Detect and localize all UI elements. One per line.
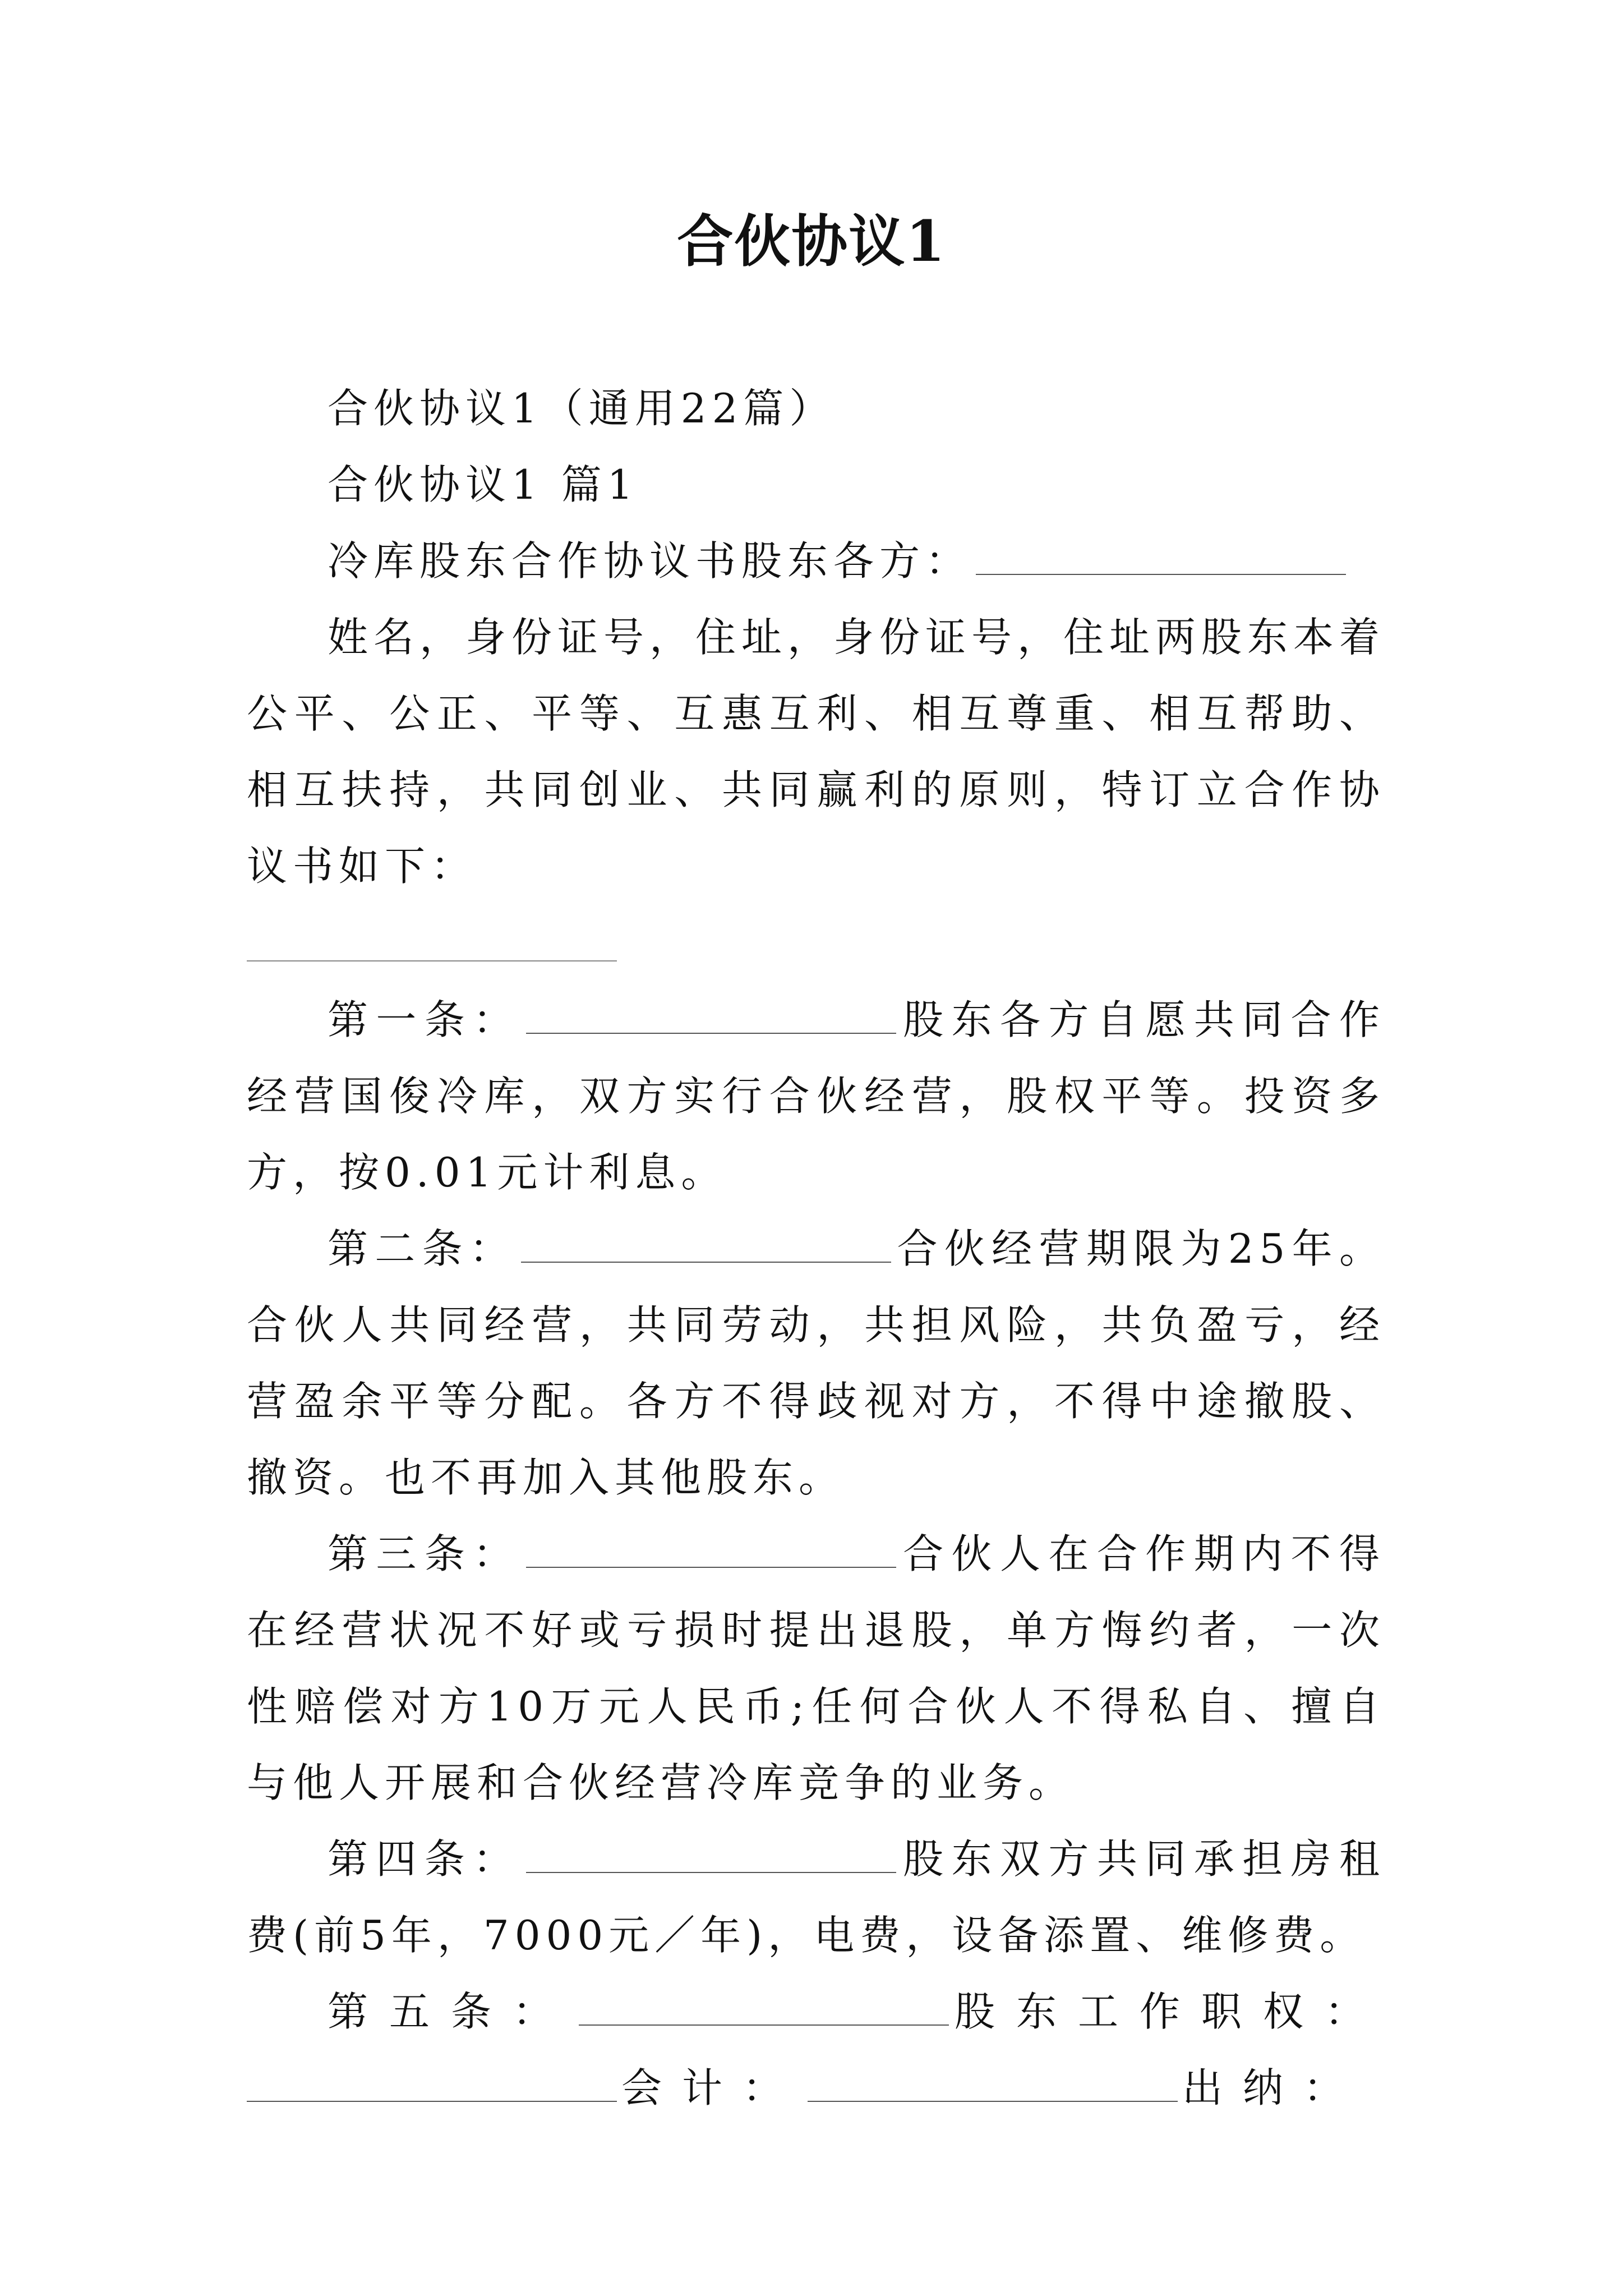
article-1-label: 第一条： bbox=[328, 996, 522, 1043]
section-heading: 合伙协议1 篇1 bbox=[328, 461, 639, 508]
cashier-label: 出纳： bbox=[1182, 2064, 1364, 2111]
parties-intro-paragraph bbox=[247, 523, 1385, 599]
article-5-blank bbox=[579, 1991, 949, 2026]
duty-blank bbox=[247, 2067, 617, 2102]
preamble-paragraph: 姓名，身份证号，住址，身份证号，住址两股东本着公平、公正、平等、互惠互利、相互尊重、相互帮助、相互扶持，共同创业、共同赢利的原则，特订立合作协议书如下： bbox=[247, 614, 1386, 890]
parties-intro-text: 冷库股东合作协议书股东各方： bbox=[328, 537, 972, 585]
article-5-text: 股东工作职权： bbox=[953, 1988, 1385, 2035]
article-2-label: 第二条： bbox=[328, 1225, 517, 1272]
document-subtitle: 合伙协议1（通用22篇） bbox=[328, 385, 836, 432]
article-2-blank bbox=[521, 1228, 891, 1263]
preamble-blank bbox=[247, 904, 617, 961]
article-5-label: 第五条： bbox=[328, 1988, 574, 2035]
accountant-blank bbox=[808, 2067, 1178, 2102]
article-1-paragraph bbox=[247, 982, 1385, 1211]
document-body bbox=[247, 370, 1385, 2126]
accountant-label: 会计： bbox=[621, 2064, 804, 2111]
article-2-text: 合伙经营期限为25年。合伙人共同经营，共同劳动，共担风险，共负盈亏，经营盈余平等分配。各方不得歧视对方，不得中途撤股、撤资。也不再加入其他股东。 bbox=[247, 1225, 1385, 1501]
article-5-paragraph bbox=[247, 1973, 1385, 2126]
document-title: 合伙协议1 bbox=[677, 208, 946, 274]
article-3-label: 第三条： bbox=[328, 1530, 522, 1577]
article-2-paragraph bbox=[247, 1211, 1385, 1516]
article-4-label: 第四条： bbox=[328, 1835, 522, 1883]
article-4-paragraph bbox=[247, 1821, 1385, 1973]
article-4-blank bbox=[526, 1838, 896, 1873]
article-1-text: 股东各方自愿共同合作经营国俊冷库，双方实行合伙经营，股权平等。投资多方，按0.01元计利息。 bbox=[247, 996, 1385, 1196]
article-4-text: 股东双方共同承担房租费(前5年，7000元／年)，电费，设备添置、维修费。 bbox=[247, 1835, 1385, 1959]
article-3-paragraph bbox=[247, 1516, 1385, 1821]
parties-blank bbox=[976, 540, 1346, 575]
article-1-blank bbox=[526, 999, 896, 1034]
article-3-blank bbox=[526, 1533, 896, 1568]
article-3-text: 合伙人在合作期内不得在经营状况不好或亏损时提出退股，单方悔约者，一次性赔偿对方10万元人民币;任何合伙人不得私自、擅自与他人开展和合伙经营冷库竞争的业务。 bbox=[247, 1530, 1385, 1806]
